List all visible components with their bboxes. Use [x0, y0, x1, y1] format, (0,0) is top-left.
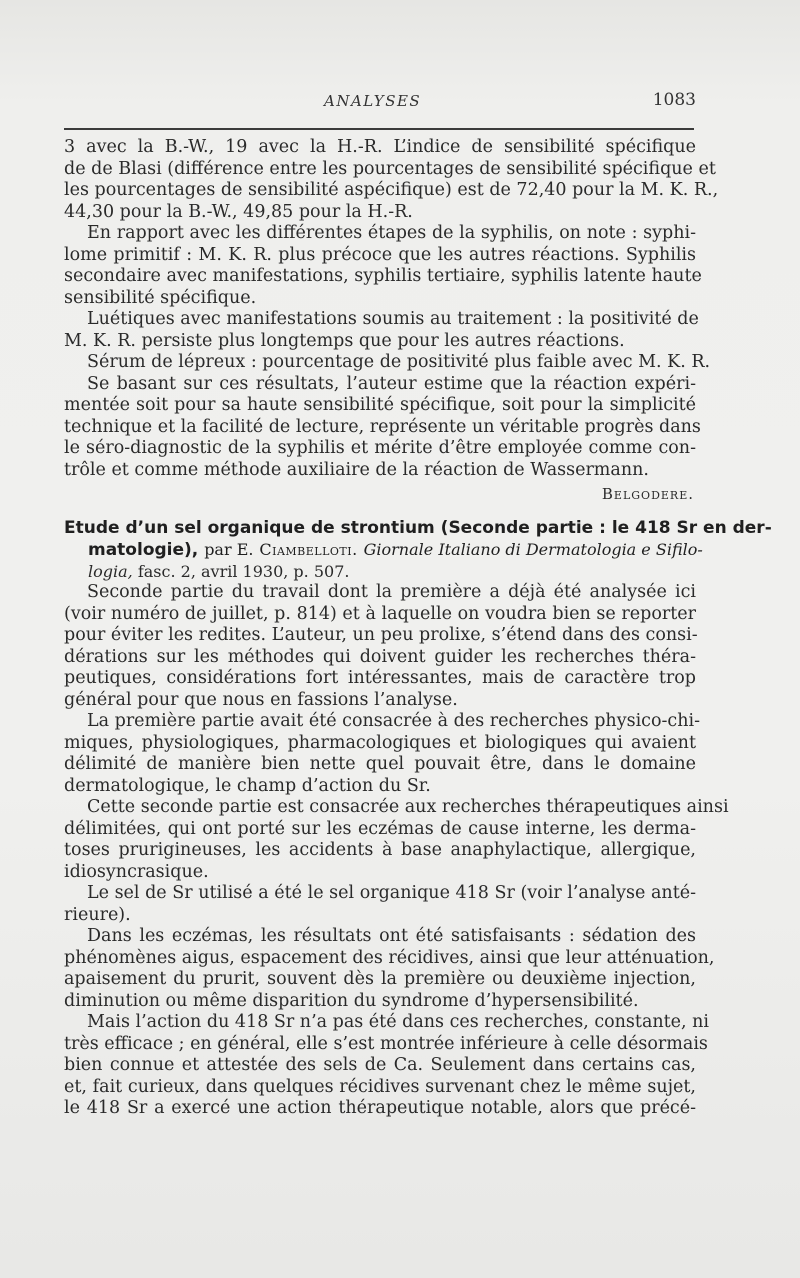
text-line: dérations sur les méthodes qui doivent guider les recherches théra- [64, 646, 696, 667]
running-head: ANALYSES [324, 92, 422, 110]
text-line: bien connue et attestée des sels de Ca. Seulement dans certains cas, [64, 1055, 696, 1075]
text-line: 44,30 pour la B.-W., 49,85 pour la H.-R. [64, 201, 413, 222]
paragraph [64, 883, 696, 926]
header-rule [64, 128, 694, 130]
text-line: pour éviter les redites. L’auteur, un peu prolixe, s’étend dans des consi- [64, 625, 698, 645]
text-line: Cette seconde partie est consacrée aux recherches thérapeutiques ainsi [87, 797, 729, 817]
text-line: lome primitif : M. K. R. plus précoce que les autres réactions. Syphilis [64, 244, 696, 265]
paragraph [64, 352, 711, 374]
page-number: 1083 [652, 90, 696, 110]
text-line: délimité de manière bien nette quel pouvait être, dans le domaine [64, 754, 696, 774]
article-by: par E. [204, 540, 254, 559]
text-line: dermatologique, le champ d’action du Sr. [64, 775, 431, 796]
text-line: 3 avec la B.-W., 19 avec la H.-R. L’indice de sensibilité spécifique [64, 137, 696, 157]
body-text [64, 137, 772, 1120]
text-line: diminution ou même disparition du syndrome d’hypersensibilité. [64, 990, 639, 1011]
article-reference [64, 561, 696, 583]
text-line: délimitées, qui ont porté sur les eczémas de cause interne, les derma- [64, 818, 696, 839]
paragraph [64, 797, 729, 883]
text-line: miques, physiologiques, pharmacologiques et biologiques qui avaient [64, 732, 696, 753]
text-line: Luétiques avec manifestations soumis au traitement : la positivité de [87, 309, 699, 329]
text-line: Sérum de lépreux : pourcentage de positivité plus faible avec M. K. R. [87, 352, 711, 372]
text-line: toses prurigineuses, les accidents à base anaphylactique, allergique, [64, 840, 696, 860]
text-line: secondaire avec manifestations, syphilis tertiaire, syphilis latente haute [64, 266, 702, 286]
text-line: Dans les eczémas, les résultats ont été satisfaisants : sédation des [87, 926, 696, 946]
text-line: Se basant sur ces résultats, l’auteur estime que la réaction expéri- [87, 373, 696, 394]
text-line: Mais l’action du 418 Sr n’a pas été dans ces recherches, constante, ni [87, 1012, 710, 1032]
article-title-end: matologie), [88, 540, 199, 560]
text-line: les pourcentages de sensibilité aspécifique) est de 72,40 pour la M. K. R., [64, 180, 719, 200]
text-line: En rapport avec les différentes étapes de la syphilis, on note : syphi- [87, 223, 696, 243]
article-heading [64, 517, 772, 583]
paragraph [64, 137, 719, 223]
text-line: général pour que nous en fassions l’analyse. [64, 689, 458, 710]
text-line: Le sel de Sr utilisé a été le sel organique 418 Sr (voir l’analyse anté- [87, 883, 696, 903]
text-line: (voir numéro de juillet, p. 814) et à laquelle on voudra bien se reporter [64, 603, 696, 624]
text-line: apaisement du prurit, souvent dès la première ou deuxième injection, [64, 969, 696, 989]
article-citation: fasc. 2, avril 1930, p. 507. [137, 561, 350, 581]
paragraph [64, 309, 699, 352]
text-line: le 418 Sr a exercé une action thérapeutique notable, alors que précé- [64, 1098, 696, 1118]
article-title-line-2 [64, 539, 703, 561]
text-line: technique et la facilité de lecture, représente un véritable progrès dans [64, 416, 701, 437]
text-line: trôle et comme méthode auxiliaire de la réaction de Wassermann. [64, 459, 649, 480]
journal-name-line-1: Giornale Italiano di Dermatologia e Sifilo- [363, 540, 703, 559]
text-line: et, fait curieux, dans quelques récidives survenant chez le même sujet, [64, 1076, 696, 1097]
text-line: peutiques, considérations fort intéressantes, mais de caractère trop [64, 668, 696, 688]
text-line: La première partie avait été consacrée à des recherches physico-chi- [87, 711, 700, 731]
paragraph [64, 582, 696, 711]
text-line: sensibilité spécifique. [64, 287, 257, 308]
review-continuation [64, 137, 719, 481]
text-line: Seconde partie du travail dont la première a déjà été analysée ici [87, 582, 696, 602]
text-line: M. K. R. persiste plus longtemps que pour les autres réactions. [64, 330, 625, 351]
article-review [64, 582, 729, 1120]
text-line: rieure). [64, 904, 131, 925]
paragraph [64, 1012, 710, 1120]
text-line: phénomènes aigus, espacement des récidives, ainsi que leur atténuation, [64, 947, 715, 968]
paragraph [64, 373, 701, 482]
text-line: idiosyncrasique. [64, 861, 209, 882]
text-line: le séro-diagnostic de la syphilis et mérite d’être employée comme con- [64, 438, 696, 458]
paragraph [64, 223, 702, 309]
journal-name-line-2: logia, [88, 561, 133, 581]
text-line: de de Blasi (différence entre les pourcentages de sensibilité spécifique et [64, 158, 716, 179]
paragraph [64, 711, 700, 797]
text-line: mentée soit pour sa haute sensibilité spécifique, soit pour la simplicité [64, 395, 696, 415]
reviewer-signature: Belgodere. [601, 485, 694, 503]
page-header [64, 88, 696, 118]
article-author: Ciambelloti. [259, 540, 358, 559]
article-title-line-1: Etude d’un sel organique de strontium (Seconde partie : le 418 Sr en der- [64, 517, 772, 538]
paragraph [64, 926, 715, 1012]
text-line: très efficace ; en général, elle s’est montrée inférieure à celle désormais [64, 1033, 708, 1054]
